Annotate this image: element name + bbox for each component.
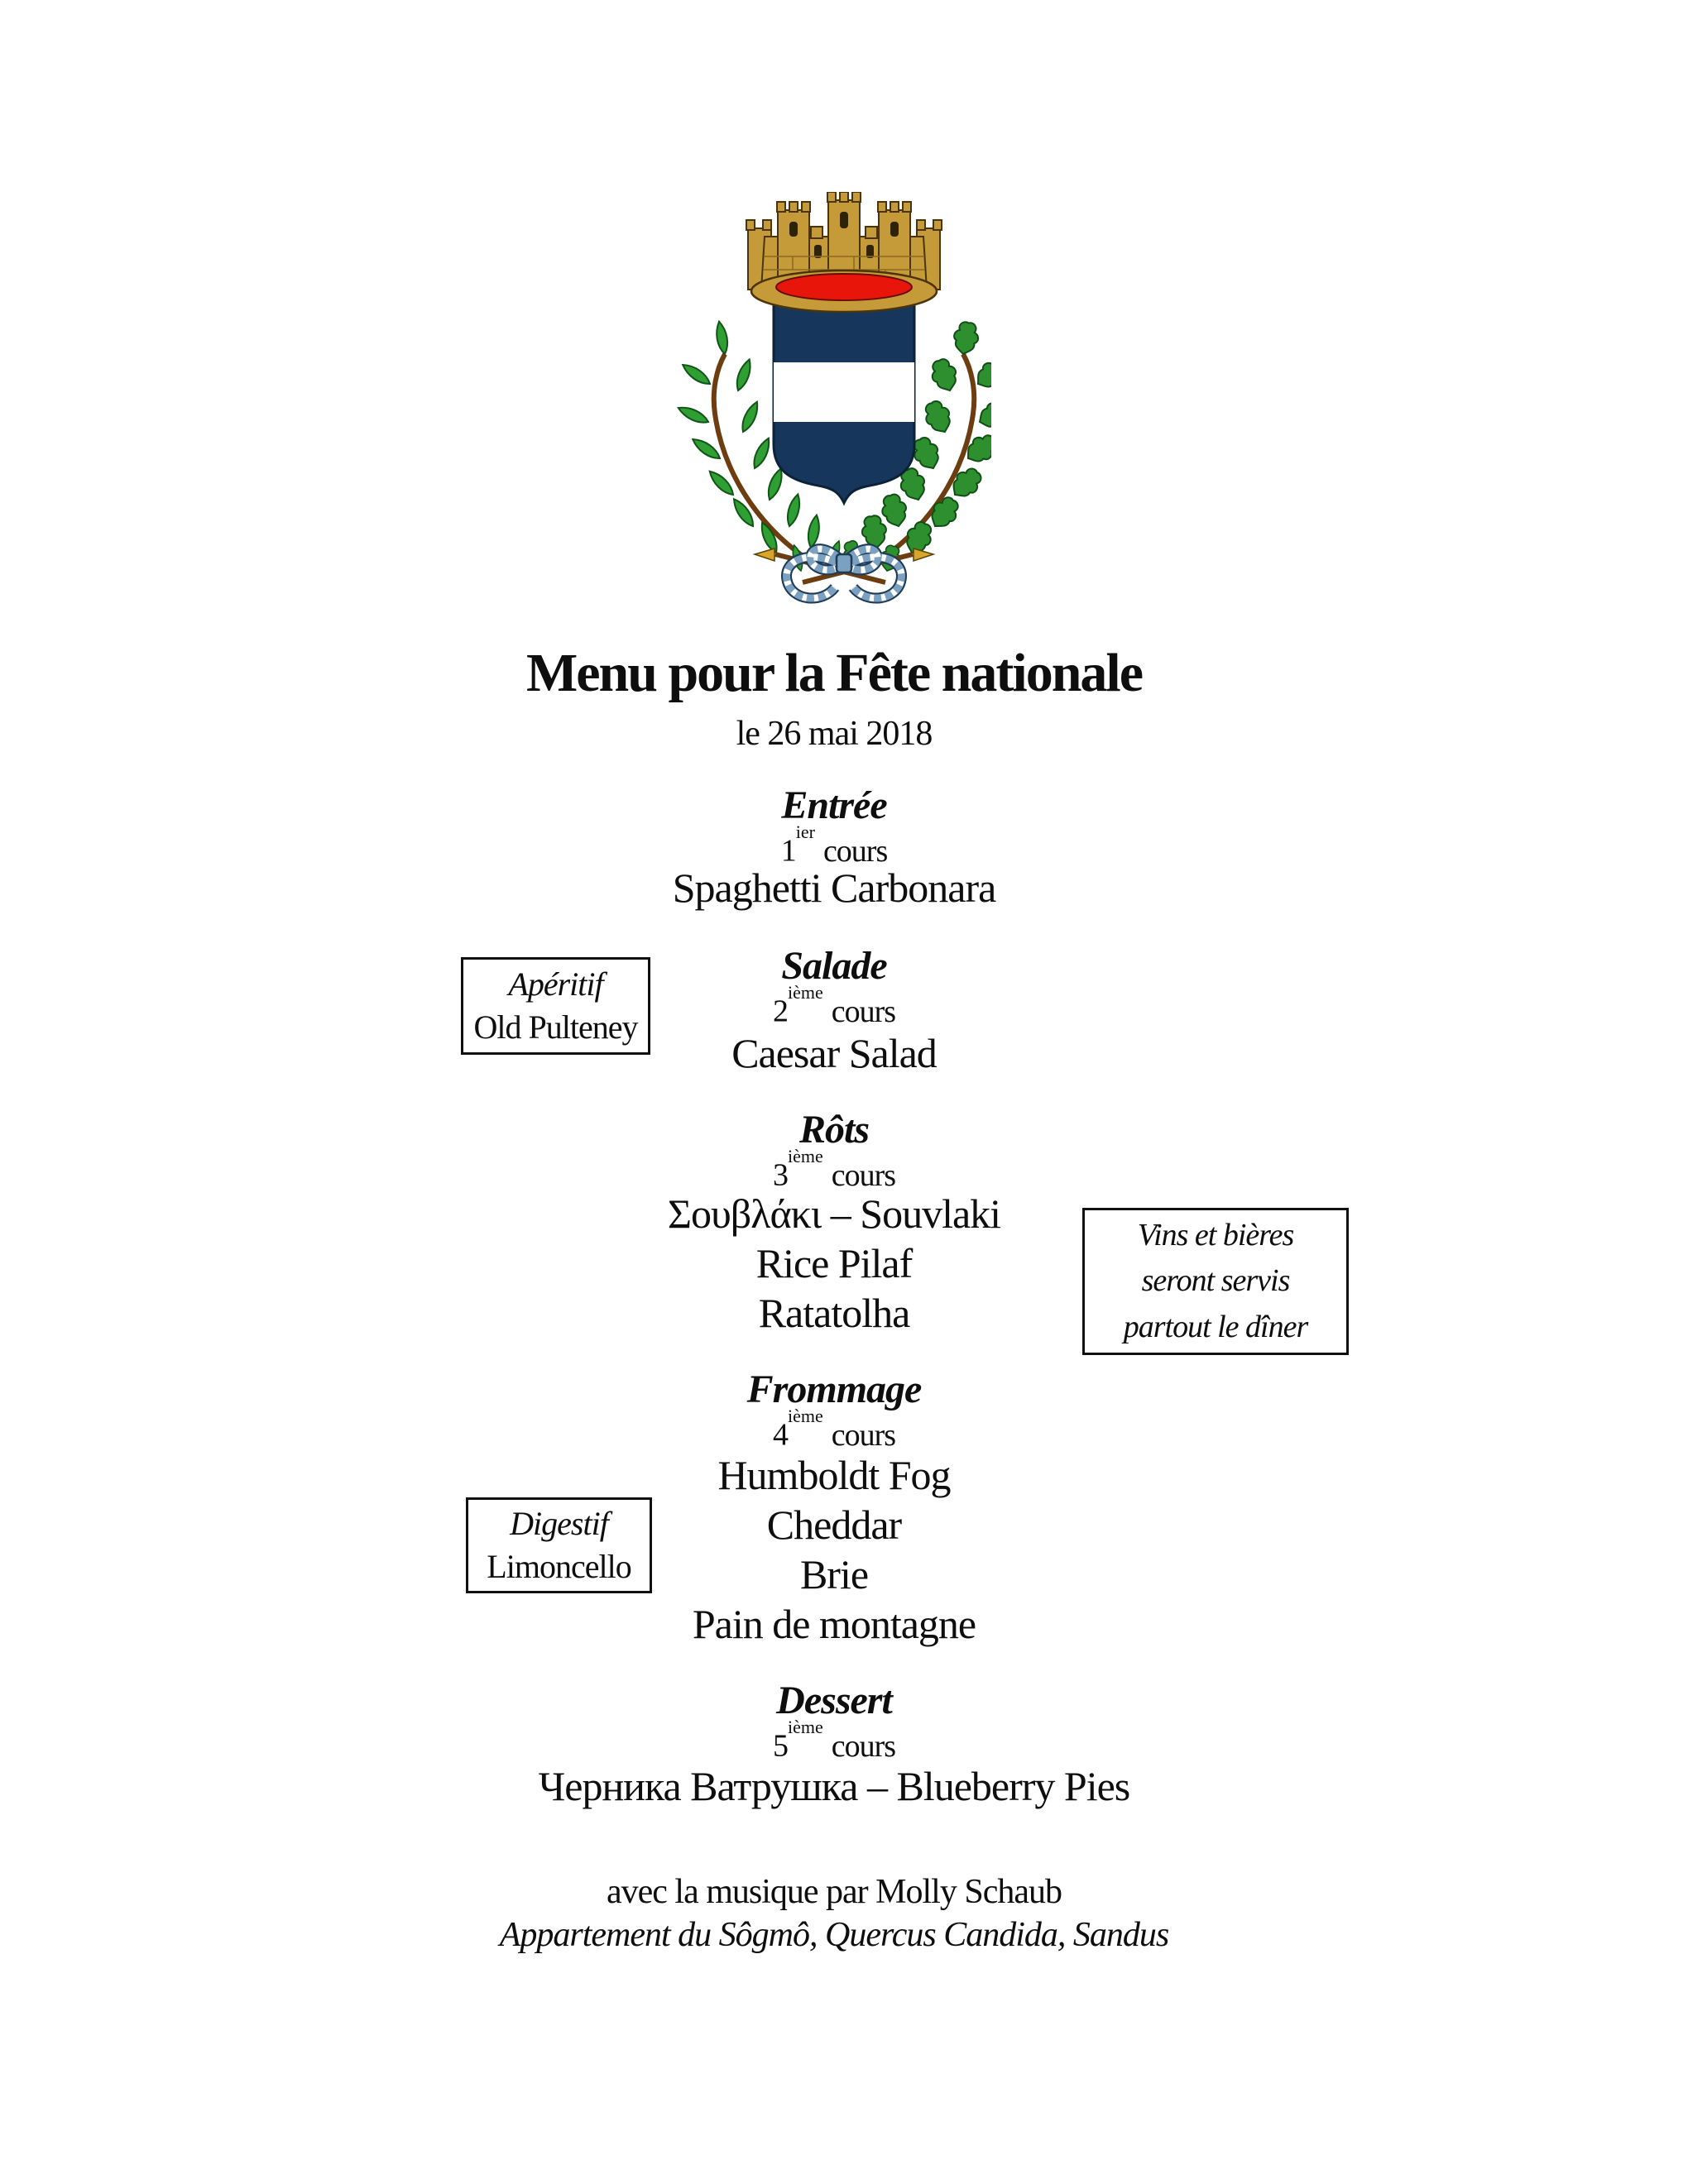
course-ordinal-suffix: ième [787,982,823,1003]
course-label-5 [0,1717,1668,1764]
section-heading-salade: Salade [781,944,887,988]
aperitif-value: Old Pulteney [473,1008,638,1046]
course-word: cours [831,1728,896,1764]
section-heading-rots: Rôts [798,1108,870,1152]
course-number: 4 [772,1417,788,1453]
dish-humboldt-fog: Humboldt Fog [717,1452,951,1498]
dish-souvlaki: Σουβλάκι – Souvlaki [667,1190,1001,1237]
course-label-3 [0,1146,1668,1193]
course-word: cours [831,1157,896,1193]
course-ordinal-suffix: ième [787,1406,823,1426]
section-heading-frommage: Frommage [746,1367,922,1411]
course-number: 5 [772,1728,788,1764]
section-heading-dessert: Dessert [776,1679,892,1722]
course-word: cours [831,1417,896,1453]
dish-spaghetti-carbonara: Spaghetti Carbonara [672,864,996,911]
course-ordinal-suffix: ier [795,821,815,842]
dish-brie: Brie [799,1551,869,1597]
digestif-value: Limoncello [487,1548,631,1585]
course-ordinal-suffix: ième [787,1146,823,1166]
course-number: 1 [780,833,796,869]
drinks-note-line: seront servis [1141,1263,1290,1299]
dish-pain-de-montagne: Pain de montagne [692,1601,976,1647]
drinks-note-line: partout le dîner [1123,1309,1308,1344]
page-title: Menu pour la Fête nationale [525,643,1143,703]
footer-credits-line: Appartement du Sôgmô, Quercus Candida, Sandus [499,1916,1169,1954]
dish-cheddar: Cheddar [766,1502,902,1548]
digestif-note-box [466,1497,652,1593]
dish-ratatolha: Ratatolha [758,1290,910,1336]
coat-of-arms [677,192,991,622]
shield [772,301,916,503]
course-number: 3 [772,1157,788,1193]
course-ordinal-suffix: ième [787,1717,823,1737]
footer-music-line: avec la musique par Molly Schaub [606,1873,1062,1911]
aperitif-note-box [461,957,650,1055]
course-number: 2 [772,994,788,1029]
dish-rice-pilaf: Rice Pilaf [755,1240,913,1286]
digestif-label: Digestif [510,1505,608,1542]
course-word: cours [822,833,888,869]
drinks-note-box [1082,1208,1349,1355]
section-heading-entree: Entrée [781,783,887,827]
dish-caesar-salad: Caesar Salad [731,1030,937,1076]
course-label-4 [0,1406,1668,1453]
mural-crown [746,192,942,312]
dish-blueberry-pies: Черника Ватрушка – Blueberry Pies [538,1763,1130,1809]
event-date: le 26 mai 2018 [736,715,933,753]
aperitif-label: Apéritif [508,965,603,1003]
course-word: cours [831,994,896,1029]
drinks-note-line: Vins et bières [1137,1218,1294,1253]
